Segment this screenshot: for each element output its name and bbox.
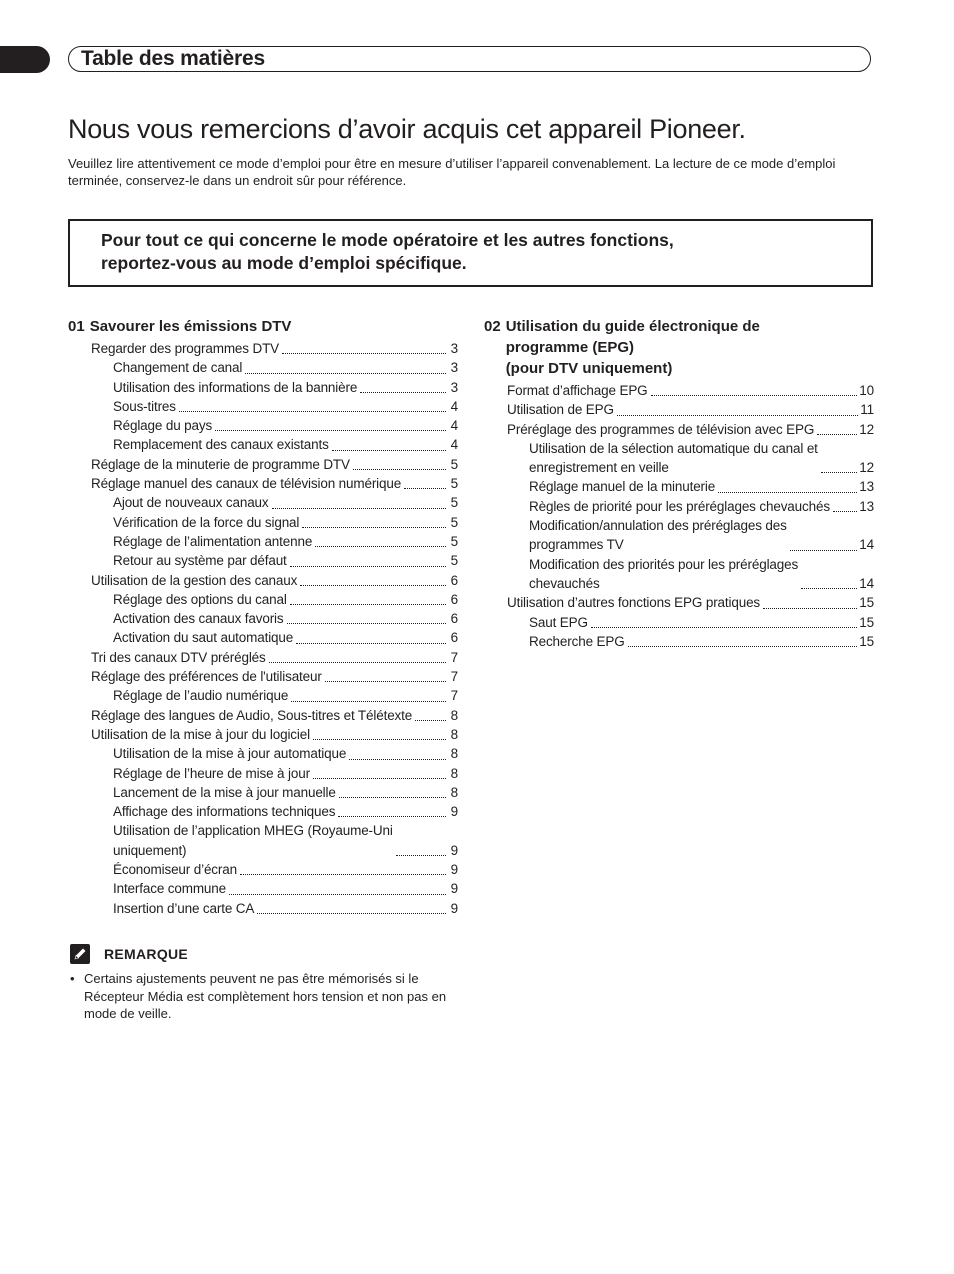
toc-entry-label (507, 420, 814, 439)
toc-entry-label (91, 667, 322, 686)
toc-entry-line: Règles de priorité pour les préréglages chevauchés (529, 498, 830, 514)
section-heading (484, 316, 874, 379)
dot-leader (282, 353, 446, 354)
toc-entry-line: Affichage des informations techniques (113, 804, 336, 820)
toc-entry-line: Réglage des langues de Audio, Sous-titres et Télétexte (91, 707, 413, 723)
toc-page-number: 3 (450, 360, 458, 376)
toc-entry-line: Utilisation de EPG (507, 402, 614, 418)
section-title-line: Savourer les émissions DTV (89, 318, 292, 335)
pencil-note-icon (70, 944, 90, 964)
toc-entry-label (91, 648, 266, 667)
toc-entry-label (529, 632, 625, 651)
dot-leader (302, 527, 446, 528)
toc-entry-label (91, 455, 350, 474)
toc-entry[interactable] (68, 899, 458, 918)
toc-entry[interactable] (484, 613, 874, 632)
toc-page-number: 15 (859, 633, 874, 649)
toc-entry-line: Utilisation de la gestion des canaux (91, 572, 298, 588)
dot-leader (817, 434, 857, 435)
toc-page-number: 10 (859, 383, 874, 398)
toc-entry[interactable] (68, 493, 458, 512)
dot-leader (229, 894, 446, 895)
toc-entry-line: Tri des canaux DTV préréglés (91, 649, 266, 665)
dot-leader (651, 395, 858, 396)
toc-entry-label (507, 593, 760, 612)
toc-page-number: 14 (859, 537, 874, 553)
toc-entry[interactable] (68, 686, 458, 705)
toc-entry-line: uniquement) (113, 842, 187, 858)
toc-page-number: 6 (450, 611, 458, 627)
dot-leader (215, 430, 446, 431)
toc-entry-label (113, 802, 335, 821)
dot-leader (415, 720, 446, 721)
toc-entry-label (113, 532, 312, 551)
toc-list (68, 339, 458, 918)
toc-entry-line: Réglage du pays (113, 418, 213, 434)
dot-leader (240, 874, 446, 875)
toc-entry-line: Retour au système par défaut (113, 553, 287, 569)
toc-entry-line: Réglage de l’audio numérique (113, 688, 289, 704)
toc-entry-label (529, 439, 818, 478)
toc-entry[interactable] (68, 571, 458, 590)
header-title: Table des matières (81, 47, 265, 70)
toc-entry-label (113, 493, 269, 512)
dot-leader (628, 646, 858, 647)
dot-leader (763, 608, 857, 609)
toc-page-number: 15 (859, 595, 874, 611)
section-title-line: programme (EPG) (505, 339, 635, 356)
dot-leader (833, 511, 857, 512)
toc-page-number: 5 (450, 456, 458, 472)
toc-entry-label (113, 551, 287, 570)
dot-leader (338, 816, 446, 817)
toc-page-number: 8 (450, 726, 458, 742)
dot-leader (790, 550, 858, 551)
dot-leader (291, 701, 446, 702)
toc-entry-line: Format d’affichage EPG (507, 383, 648, 398)
toc-page-number: 8 (450, 746, 458, 762)
toc-entry-line: Insertion d’une carte CA (113, 900, 255, 916)
toc-entry-line: chevauchés (529, 575, 600, 591)
toc-page-number: 5 (450, 495, 458, 511)
notice-line-1: Pour tout ce qui concerne le mode opératoire et les autres fonctions, (101, 230, 674, 250)
toc-entry[interactable] (484, 420, 874, 439)
toc-page-number: 8 (450, 707, 458, 723)
toc-entry-line: Activation des canaux favoris (113, 611, 284, 627)
bullet: • (70, 971, 75, 986)
toc-entry-line: Réglage des options du canal (113, 591, 287, 607)
toc-entry-line: Réglage manuel de la minuterie (529, 479, 716, 495)
dot-leader (290, 566, 446, 567)
toc-page-number: 8 (450, 784, 458, 800)
toc-entry-line: Regarder des programmes DTV (91, 341, 280, 356)
toc-entry-label (91, 571, 297, 590)
toc-entry-label (507, 381, 648, 400)
toc-entry-line: Économiseur d’écran (113, 862, 237, 878)
toc-entry-label (529, 497, 830, 516)
dot-leader (313, 778, 446, 779)
toc-page-number: 4 (450, 418, 458, 434)
toc-page-number: 13 (859, 498, 874, 514)
toc-entry[interactable] (68, 397, 458, 416)
toc-section-02 (484, 316, 874, 651)
dot-leader (179, 411, 446, 412)
toc-entry[interactable] (68, 725, 458, 744)
toc-entry-line: Sous-titres (113, 398, 176, 414)
toc-entry[interactable] (484, 477, 874, 496)
toc-entry[interactable] (68, 744, 458, 763)
toc-entry-label (529, 555, 798, 594)
note-title: REMARQUE (104, 946, 189, 962)
toc-page-number: 4 (450, 437, 458, 453)
toc-entry-line: Réglage de l’heure de mise à jour (113, 765, 310, 781)
toc-entry-line: Saut EPG (529, 614, 588, 630)
toc-entry[interactable] (68, 378, 458, 397)
toc-entry-label (113, 416, 212, 435)
toc-entry-label (91, 339, 279, 358)
notice-text (101, 229, 821, 275)
toc-page-number: 15 (859, 614, 874, 630)
toc-entry-line: Activation du saut automatique (113, 630, 294, 646)
toc-entry-label (113, 899, 254, 918)
toc-page-number: 3 (450, 379, 458, 395)
toc-entry-label (113, 686, 288, 705)
toc-entry-line: Modification des priorités pour les préréglages (529, 556, 799, 572)
toc-page-number: 9 (450, 804, 458, 820)
toc-entry-line: Réglage de la minuterie de programme DTV (91, 456, 350, 472)
toc-entry[interactable] (68, 339, 458, 358)
dot-leader (313, 739, 446, 740)
toc-entry-label (113, 590, 287, 609)
dot-leader (617, 415, 858, 416)
toc-entry[interactable] (68, 358, 458, 377)
toc-page-number: 5 (450, 533, 458, 549)
toc-entry[interactable] (68, 455, 458, 474)
dot-leader (287, 623, 447, 624)
toc-entry-line: Utilisation de la mise à jour automatique (113, 746, 347, 762)
toc-page-number: 6 (450, 591, 458, 607)
notice-line-2: reportez-vous au mode d’emploi spécifique. (101, 253, 467, 273)
toc-section-01 (68, 316, 458, 918)
toc-entry[interactable] (68, 648, 458, 667)
toc-entry[interactable] (68, 764, 458, 783)
toc-entry[interactable] (68, 667, 458, 686)
dot-leader (353, 469, 446, 470)
toc-entry[interactable] (68, 416, 458, 435)
toc-entry[interactable] (484, 381, 874, 400)
toc-page-number: 7 (450, 649, 458, 665)
toc-entry-line: Recherche EPG (529, 633, 625, 649)
toc-entry-label (113, 744, 346, 763)
toc-entry-label (113, 821, 393, 860)
toc-entry[interactable] (484, 439, 874, 478)
section-title-line: Utilisation du guide électronique de (505, 318, 760, 335)
toc-page-number: 5 (450, 553, 458, 569)
toc-entry-label (113, 358, 242, 377)
toc-entry[interactable] (484, 516, 874, 555)
toc-page-number: 7 (450, 669, 458, 685)
toc-entry[interactable] (68, 532, 458, 551)
toc-page-number: 11 (860, 402, 874, 418)
dot-leader (269, 662, 446, 663)
toc-entry[interactable] (68, 783, 458, 802)
dot-leader (300, 585, 446, 586)
dot-leader (349, 759, 446, 760)
toc-entry-label (113, 609, 284, 628)
dot-leader (396, 855, 446, 856)
toc-entry[interactable] (68, 474, 458, 493)
section-title-line: (pour DTV uniquement) (505, 360, 673, 377)
toc-entry[interactable] (484, 400, 874, 419)
intro-paragraph: Veuillez lire attentivement ce mode d’emploi pour être en mesure d’utiliser l’appareil convenablement. La lecture de ce mode d’emploi terminée, conservez-le dans un endroit sûr pour référence. (68, 156, 836, 188)
toc-entry-line: Réglage des préférences de l'utilisateur (91, 669, 322, 685)
section-title (90, 316, 458, 337)
chapter-tab-marker (0, 46, 50, 73)
toc-entry-label (529, 516, 787, 555)
toc-page-number: 9 (450, 842, 458, 858)
toc-page-number: 13 (859, 479, 874, 495)
toc-entry[interactable] (68, 551, 458, 570)
toc-entry[interactable] (68, 435, 458, 454)
toc-entry-line: Remplacement des canaux existants (113, 437, 329, 453)
toc-entry[interactable] (68, 821, 458, 860)
toc-page-number: 3 (450, 341, 458, 356)
toc-entry-line: Utilisation de la mise à jour du logiciel (91, 726, 310, 742)
toc-entry[interactable] (68, 706, 458, 725)
notice-box (68, 219, 873, 287)
dot-leader (272, 508, 446, 509)
note-text: Certains ajustements peuvent ne pas être mémorisés si le Récepteur Média est complètement hors tension et non pas en mode de veille. (84, 971, 447, 1021)
header-bar (68, 46, 871, 72)
toc-entry-line: Lancement de la mise à jour manuelle (113, 784, 336, 800)
toc-entry[interactable] (484, 593, 874, 612)
toc-entry-label (91, 706, 412, 725)
toc-entry-line: Utilisation de la sélection automatique du canal et (529, 440, 818, 456)
page-title: Nous vous remercions d’avoir acquis cet appareil Pioneer. (68, 114, 746, 144)
toc-entry[interactable] (68, 628, 458, 647)
toc-page-number: 6 (450, 572, 458, 588)
dot-leader (591, 627, 857, 628)
toc-page-number: 5 (450, 514, 458, 530)
toc-entry-label (113, 435, 329, 454)
toc-entry[interactable] (68, 879, 458, 898)
toc-entry-line: Vérification de la force du signal (113, 514, 300, 530)
toc-entry-label (91, 474, 401, 493)
toc-entry-line: Utilisation de l’application MHEG (Royaume-Uni (113, 823, 393, 839)
toc-entry[interactable] (68, 802, 458, 821)
toc-page-number: 7 (450, 688, 458, 704)
toc-entry[interactable] (484, 632, 874, 651)
toc-entry[interactable] (68, 860, 458, 879)
toc-entry-line: enregistrement en veille (529, 460, 669, 476)
toc-page-number: 6 (450, 630, 458, 646)
toc-page-number: 12 (859, 460, 874, 476)
section-number: 02 (484, 318, 501, 335)
dot-leader (296, 643, 446, 644)
toc-entry-label (113, 513, 299, 532)
toc-entry-label (113, 397, 176, 416)
dot-leader (718, 492, 857, 493)
dot-leader (801, 588, 857, 589)
dot-leader (332, 450, 446, 451)
dot-leader (339, 797, 446, 798)
toc-page-number: 9 (450, 862, 458, 878)
toc-entry-label (529, 613, 588, 632)
dot-leader (325, 681, 446, 682)
toc-entry-label (113, 378, 357, 397)
toc-entry[interactable] (68, 590, 458, 609)
toc-page-number: 12 (859, 421, 874, 437)
toc-page-number: 8 (450, 765, 458, 781)
dot-leader (290, 604, 446, 605)
dot-leader (245, 373, 446, 374)
toc-entry-label (113, 628, 293, 647)
toc-entry-line: Utilisation des informations de la bannière (113, 379, 358, 395)
toc-entry-line: Ajout de nouveaux canaux (113, 495, 269, 511)
toc-entry-label (113, 860, 237, 879)
toc-entry-line: Préréglage des programmes de télévision avec EPG (507, 421, 815, 437)
section-heading (68, 316, 458, 337)
toc-page-number: 14 (859, 575, 874, 591)
toc-entry[interactable] (484, 555, 874, 594)
dot-leader (315, 546, 446, 547)
toc-entry-line: Modification/annulation des préréglages des (529, 518, 787, 534)
toc-entry-line: programmes TV (529, 537, 624, 553)
toc-entry-line: Réglage de l’alimentation antenne (113, 533, 313, 549)
toc-page-number: 4 (450, 398, 458, 414)
toc-list (484, 381, 874, 651)
toc-entry-line: Changement de canal (113, 360, 243, 376)
toc-entry-label (507, 400, 614, 419)
toc-entry-line: Interface commune (113, 881, 227, 897)
section-title (506, 316, 874, 379)
toc-entry-line: Réglage manuel des canaux de télévision numérique (91, 476, 402, 492)
toc-entry[interactable] (68, 513, 458, 532)
dot-leader (257, 913, 446, 914)
dot-leader (404, 488, 446, 489)
toc-entry-label (529, 477, 715, 496)
toc-entry-label (113, 764, 310, 783)
note-item (68, 970, 458, 1023)
toc-entry[interactable] (484, 497, 874, 516)
toc-entry-label (113, 879, 226, 898)
section-number: 01 (68, 318, 85, 335)
toc-entry-label (113, 783, 336, 802)
dot-leader (360, 392, 446, 393)
toc-page-number: 9 (450, 900, 458, 916)
toc-entry-line: Utilisation d’autres fonctions EPG pratiques (507, 595, 761, 611)
toc-page-number: 5 (450, 476, 458, 492)
toc-entry[interactable] (68, 609, 458, 628)
dot-leader (821, 472, 857, 473)
toc-entry-label (91, 725, 310, 744)
toc-page-number: 9 (450, 881, 458, 897)
